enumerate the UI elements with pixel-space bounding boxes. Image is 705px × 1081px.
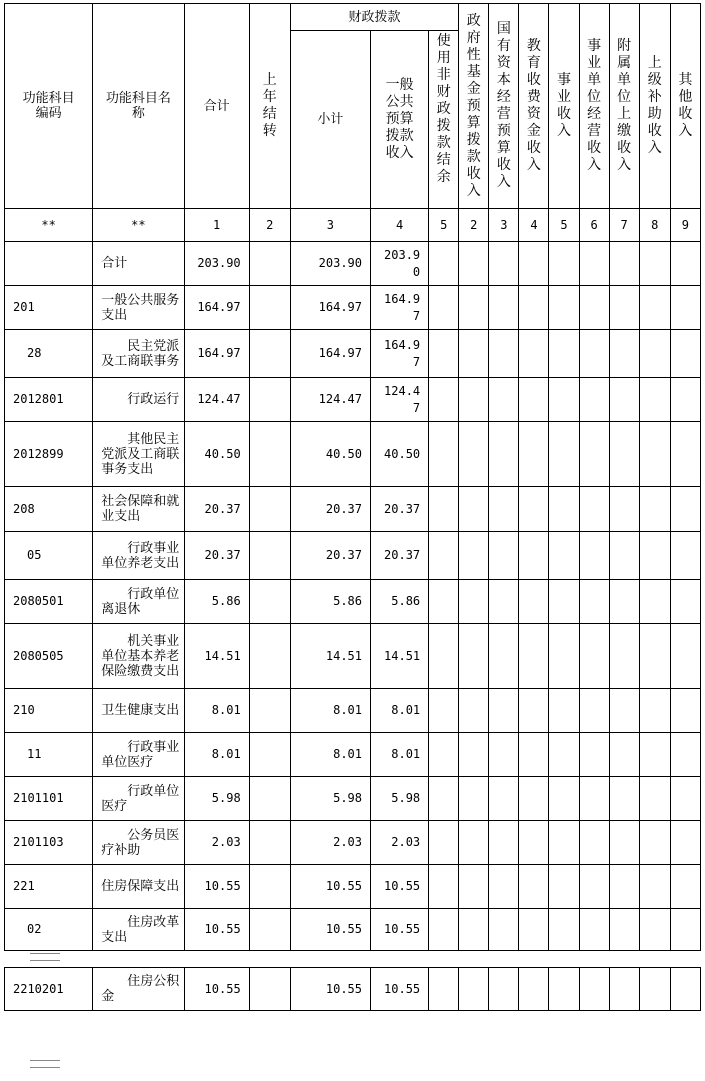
table-row	[5, 909, 701, 951]
cell-empty	[609, 422, 639, 487]
cell-name: 卫生健康支出	[93, 689, 184, 733]
table-row	[5, 624, 701, 689]
cell-empty	[609, 532, 639, 580]
cell-empty	[670, 487, 700, 532]
cell-empty	[429, 821, 459, 865]
cell-empty	[429, 968, 459, 1011]
index-cell: 1	[184, 209, 249, 242]
cell-general-budget: 10.55	[371, 865, 429, 909]
cell-empty	[459, 777, 489, 821]
table-row	[5, 242, 701, 286]
cell-empty	[549, 532, 579, 580]
cell-empty	[549, 909, 579, 951]
cell-empty	[639, 378, 670, 422]
cell-empty	[609, 242, 639, 286]
cell-empty	[549, 286, 579, 330]
header-business-income: 事业收入	[549, 4, 579, 209]
cell-empty	[579, 487, 609, 532]
cell-empty	[549, 821, 579, 865]
cell-total: 20.37	[184, 532, 249, 580]
cell-empty	[549, 624, 579, 689]
cell-name: 行政运行	[93, 378, 184, 422]
cell-empty	[609, 330, 639, 378]
cell-carryover	[249, 689, 290, 733]
cell-carryover	[249, 821, 290, 865]
cell-subtotal: 20.37	[290, 487, 370, 532]
cell-empty	[429, 242, 459, 286]
cell-empty	[670, 242, 700, 286]
cell-empty	[519, 286, 549, 330]
cell-empty	[609, 689, 639, 733]
cell-total: 14.51	[184, 624, 249, 689]
cell-total: 8.01	[184, 689, 249, 733]
cell-empty	[549, 422, 579, 487]
header-code: 功能科目编码	[5, 4, 93, 209]
table-row	[5, 422, 701, 487]
cell-empty	[609, 909, 639, 951]
cell-empty	[670, 532, 700, 580]
cell-total: 5.98	[184, 777, 249, 821]
cell-empty	[579, 733, 609, 777]
cell-code: 208	[5, 487, 93, 532]
cell-empty	[609, 624, 639, 689]
table-row	[5, 733, 701, 777]
cell-empty	[519, 865, 549, 909]
cell-subtotal: 8.01	[290, 733, 370, 777]
cell-empty	[519, 909, 549, 951]
cell-general-budget: 8.01	[371, 733, 429, 777]
header-education-fee: 教育收费资金收入	[519, 4, 549, 209]
cell-empty	[670, 422, 700, 487]
cell-code: 2080501	[5, 580, 93, 624]
cell-empty	[519, 580, 549, 624]
cell-empty	[549, 330, 579, 378]
cell-empty	[459, 821, 489, 865]
index-cell: 2	[249, 209, 290, 242]
header-non-fiscal-balance: 使用非财政拨款结余	[429, 31, 459, 209]
cell-empty	[489, 624, 519, 689]
cell-total: 20.37	[184, 487, 249, 532]
cell-empty	[579, 909, 609, 951]
cell-subtotal: 5.86	[290, 580, 370, 624]
cell-empty	[639, 733, 670, 777]
cell-empty	[609, 733, 639, 777]
cell-general-budget: 8.01	[371, 689, 429, 733]
cell-empty	[519, 422, 549, 487]
cell-empty	[459, 422, 489, 487]
cell-empty	[639, 286, 670, 330]
cell-empty	[670, 733, 700, 777]
cell-code: 201	[5, 286, 93, 330]
header-carryover: 上年结转	[249, 4, 290, 209]
index-cell: 9	[670, 209, 700, 242]
cell-carryover	[249, 968, 290, 1011]
cell-carryover	[249, 733, 290, 777]
cell-carryover	[249, 242, 290, 286]
cell-total: 124.47	[184, 378, 249, 422]
cell-empty	[459, 286, 489, 330]
cell-name: 公务员医疗补助	[93, 821, 184, 865]
cell-general-budget: 124.47	[371, 378, 429, 422]
cell-name: 民主党派及工商联事务	[93, 330, 184, 378]
cell-name: 机关事业单位基本养老保险缴费支出	[93, 624, 184, 689]
cell-general-budget: 2.03	[371, 821, 429, 865]
cell-carryover	[249, 777, 290, 821]
cell-carryover	[249, 487, 290, 532]
cell-code	[5, 242, 93, 286]
table-row	[5, 865, 701, 909]
cell-empty	[609, 378, 639, 422]
cell-empty	[639, 330, 670, 378]
cell-empty	[459, 580, 489, 624]
cell-general-budget: 203.90	[371, 242, 429, 286]
cell-empty	[670, 689, 700, 733]
cell-subtotal: 10.55	[290, 865, 370, 909]
cell-general-budget: 10.55	[371, 909, 429, 951]
cell-empty	[459, 378, 489, 422]
index-cell: **	[5, 209, 93, 242]
cell-empty	[549, 777, 579, 821]
table-row	[5, 286, 701, 330]
cell-subtotal: 8.01	[290, 689, 370, 733]
cell-empty	[639, 242, 670, 286]
cell-empty	[429, 580, 459, 624]
cell-empty	[519, 624, 549, 689]
cell-carryover	[249, 865, 290, 909]
cell-subtotal: 40.50	[290, 422, 370, 487]
cell-empty	[489, 487, 519, 532]
cell-empty	[519, 242, 549, 286]
cell-empty	[579, 777, 609, 821]
cell-empty	[639, 821, 670, 865]
header-subtotal: 小计	[290, 31, 370, 209]
cell-code: 05	[5, 532, 93, 580]
cell-empty	[639, 532, 670, 580]
cell-name: 行政事业单位医疗	[93, 733, 184, 777]
cell-name: 行政单位医疗	[93, 777, 184, 821]
cell-subtotal: 5.98	[290, 777, 370, 821]
cell-empty	[459, 909, 489, 951]
cell-empty	[429, 733, 459, 777]
cell-empty	[639, 624, 670, 689]
cell-empty	[639, 487, 670, 532]
cell-empty	[519, 487, 549, 532]
cell-empty	[459, 532, 489, 580]
cell-empty	[579, 580, 609, 624]
cell-empty	[579, 968, 609, 1011]
cell-code: 28	[5, 330, 93, 378]
cell-subtotal: 164.97	[290, 286, 370, 330]
cell-carryover	[249, 909, 290, 951]
cell-carryover	[249, 330, 290, 378]
cell-empty	[670, 624, 700, 689]
cell-general-budget: 20.37	[371, 487, 429, 532]
header-operating-income: 事业单位经营收入	[579, 4, 609, 209]
cell-carryover	[249, 286, 290, 330]
cell-empty	[459, 624, 489, 689]
cell-general-budget: 40.50	[371, 422, 429, 487]
cell-total: 5.86	[184, 580, 249, 624]
cell-empty	[489, 422, 519, 487]
cell-total: 2.03	[184, 821, 249, 865]
cell-subtotal: 10.55	[290, 968, 370, 1011]
cell-subtotal: 203.90	[290, 242, 370, 286]
cell-empty	[579, 422, 609, 487]
table-row	[5, 821, 701, 865]
cell-empty	[609, 777, 639, 821]
cell-empty	[459, 733, 489, 777]
cell-general-budget: 5.86	[371, 580, 429, 624]
cell-total: 203.90	[184, 242, 249, 286]
cell-empty	[670, 330, 700, 378]
table-row	[5, 580, 701, 624]
cell-empty	[459, 487, 489, 532]
cell-empty	[549, 968, 579, 1011]
cell-name: 其他民主党派及工商联事务支出	[93, 422, 184, 487]
page-break-marker	[30, 1060, 60, 1068]
table-row	[5, 378, 701, 422]
cell-empty	[639, 422, 670, 487]
cell-empty	[519, 689, 549, 733]
cell-empty	[670, 378, 700, 422]
cell-general-budget: 20.37	[371, 532, 429, 580]
cell-general-budget: 164.97	[371, 286, 429, 330]
table-row	[5, 487, 701, 532]
cell-empty	[639, 580, 670, 624]
cell-total: 164.97	[184, 330, 249, 378]
cell-empty	[429, 487, 459, 532]
cell-empty	[489, 865, 519, 909]
cell-empty	[489, 532, 519, 580]
cell-empty	[489, 909, 519, 951]
table-row	[5, 532, 701, 580]
cell-total: 40.50	[184, 422, 249, 487]
cell-empty	[429, 330, 459, 378]
cell-empty	[549, 378, 579, 422]
budget-table	[4, 3, 701, 951]
cell-empty	[429, 909, 459, 951]
cell-empty	[489, 330, 519, 378]
cell-total: 10.55	[184, 968, 249, 1011]
cell-subtotal: 164.97	[290, 330, 370, 378]
cell-empty	[579, 286, 609, 330]
budget-table-continuation	[4, 967, 701, 1011]
cell-carryover	[249, 624, 290, 689]
index-cell: 4	[519, 209, 549, 242]
index-cell: 4	[371, 209, 429, 242]
header-state-capital: 国有资本经营预算收入	[489, 4, 519, 209]
cell-empty	[609, 968, 639, 1011]
cell-empty	[639, 689, 670, 733]
cell-code: 2012801	[5, 378, 93, 422]
cell-empty	[459, 968, 489, 1011]
cell-total: 8.01	[184, 733, 249, 777]
cell-empty	[639, 909, 670, 951]
cell-general-budget: 5.98	[371, 777, 429, 821]
cell-name: 行政单位离退休	[93, 580, 184, 624]
cell-empty	[519, 821, 549, 865]
cell-subtotal: 124.47	[290, 378, 370, 422]
cell-empty	[519, 968, 549, 1011]
cell-empty	[579, 242, 609, 286]
cell-code: 02	[5, 909, 93, 951]
cell-name: 社会保障和就业支出	[93, 487, 184, 532]
cell-empty	[579, 378, 609, 422]
cell-subtotal: 14.51	[290, 624, 370, 689]
cell-empty	[609, 286, 639, 330]
header-other-income: 其他收入	[670, 4, 700, 209]
cell-empty	[459, 242, 489, 286]
cell-empty	[429, 865, 459, 909]
index-cell: 3	[489, 209, 519, 242]
cell-carryover	[249, 580, 290, 624]
header-affiliated-income: 附属单位上缴收入	[609, 4, 639, 209]
cell-empty	[519, 733, 549, 777]
cell-empty	[519, 532, 549, 580]
cell-subtotal: 2.03	[290, 821, 370, 865]
cell-empty	[429, 624, 459, 689]
cell-general-budget: 164.97	[371, 330, 429, 378]
cell-empty	[579, 821, 609, 865]
cell-empty	[489, 968, 519, 1011]
cell-total: 10.55	[184, 909, 249, 951]
header-general-budget: 一般公共预算拨款收入	[371, 31, 429, 209]
cell-empty	[670, 777, 700, 821]
cell-empty	[579, 532, 609, 580]
header-total: 合计	[184, 4, 249, 209]
table-row	[5, 689, 701, 733]
table-row	[5, 330, 701, 378]
cell-empty	[670, 821, 700, 865]
cell-empty	[579, 330, 609, 378]
cell-empty	[609, 487, 639, 532]
index-cell: 8	[639, 209, 670, 242]
cell-total: 10.55	[184, 865, 249, 909]
cell-carryover	[249, 422, 290, 487]
cell-empty	[549, 689, 579, 733]
cell-empty	[549, 580, 579, 624]
cell-empty	[670, 909, 700, 951]
cell-empty	[519, 378, 549, 422]
index-row	[5, 209, 701, 242]
cell-empty	[459, 330, 489, 378]
cell-empty	[549, 242, 579, 286]
cell-empty	[549, 733, 579, 777]
table-row	[5, 968, 701, 1011]
cell-empty	[670, 865, 700, 909]
cell-empty	[579, 865, 609, 909]
cell-subtotal: 10.55	[290, 909, 370, 951]
cell-code: 2210201	[5, 968, 93, 1011]
index-cell: 7	[609, 209, 639, 242]
cell-name: 一般公共服务支出	[93, 286, 184, 330]
cell-empty	[489, 777, 519, 821]
cell-empty	[639, 777, 670, 821]
page-break-marker	[30, 953, 60, 961]
cell-name: 住房公积金	[93, 968, 184, 1011]
cell-empty	[519, 330, 549, 378]
cell-general-budget: 14.51	[371, 624, 429, 689]
cell-empty	[549, 487, 579, 532]
cell-empty	[459, 865, 489, 909]
index-cell: 2	[459, 209, 489, 242]
cell-empty	[609, 865, 639, 909]
cell-empty	[670, 968, 700, 1011]
table-body	[5, 242, 701, 951]
cell-carryover	[249, 532, 290, 580]
index-cell: 5	[549, 209, 579, 242]
cell-code: 11	[5, 733, 93, 777]
index-cell: 6	[579, 209, 609, 242]
table-row	[5, 777, 701, 821]
cell-empty	[429, 777, 459, 821]
cell-empty	[429, 422, 459, 487]
cell-name: 住房改革支出	[93, 909, 184, 951]
cell-empty	[489, 733, 519, 777]
cell-name: 住房保障支出	[93, 865, 184, 909]
cell-empty	[670, 580, 700, 624]
cell-code: 2101101	[5, 777, 93, 821]
cell-empty	[429, 378, 459, 422]
cell-empty	[429, 532, 459, 580]
header-name: 功能科目名称	[93, 4, 184, 209]
cell-empty	[609, 821, 639, 865]
cell-total: 164.97	[184, 286, 249, 330]
cell-code: 2080505	[5, 624, 93, 689]
cell-empty	[670, 286, 700, 330]
cell-empty	[549, 865, 579, 909]
cell-empty	[489, 580, 519, 624]
cell-empty	[489, 378, 519, 422]
cell-empty	[429, 689, 459, 733]
cell-empty	[489, 242, 519, 286]
cell-code: 2012899	[5, 422, 93, 487]
cell-empty	[489, 821, 519, 865]
cell-name: 合计	[93, 242, 184, 286]
cell-general-budget: 10.55	[371, 968, 429, 1011]
cell-empty	[459, 689, 489, 733]
cell-empty	[429, 286, 459, 330]
cell-empty	[519, 777, 549, 821]
cell-carryover	[249, 378, 290, 422]
header-superior-subsidy: 上级补助收入	[639, 4, 670, 209]
cell-empty	[489, 286, 519, 330]
cell-code: 2101103	[5, 821, 93, 865]
cell-code: 221	[5, 865, 93, 909]
cell-empty	[579, 689, 609, 733]
cell-empty	[639, 968, 670, 1011]
cell-empty	[609, 580, 639, 624]
cell-subtotal: 20.37	[290, 532, 370, 580]
cell-empty	[579, 624, 609, 689]
cell-name: 行政事业单位养老支出	[93, 532, 184, 580]
cell-empty	[489, 689, 519, 733]
header-fiscal-group: 财政拨款	[290, 4, 458, 31]
header-gov-fund: 政府性基金预算拨款收入	[459, 4, 489, 209]
index-cell: 5	[429, 209, 459, 242]
cell-code: 210	[5, 689, 93, 733]
cell-empty	[639, 865, 670, 909]
index-cell: **	[93, 209, 184, 242]
index-cell: 3	[290, 209, 370, 242]
